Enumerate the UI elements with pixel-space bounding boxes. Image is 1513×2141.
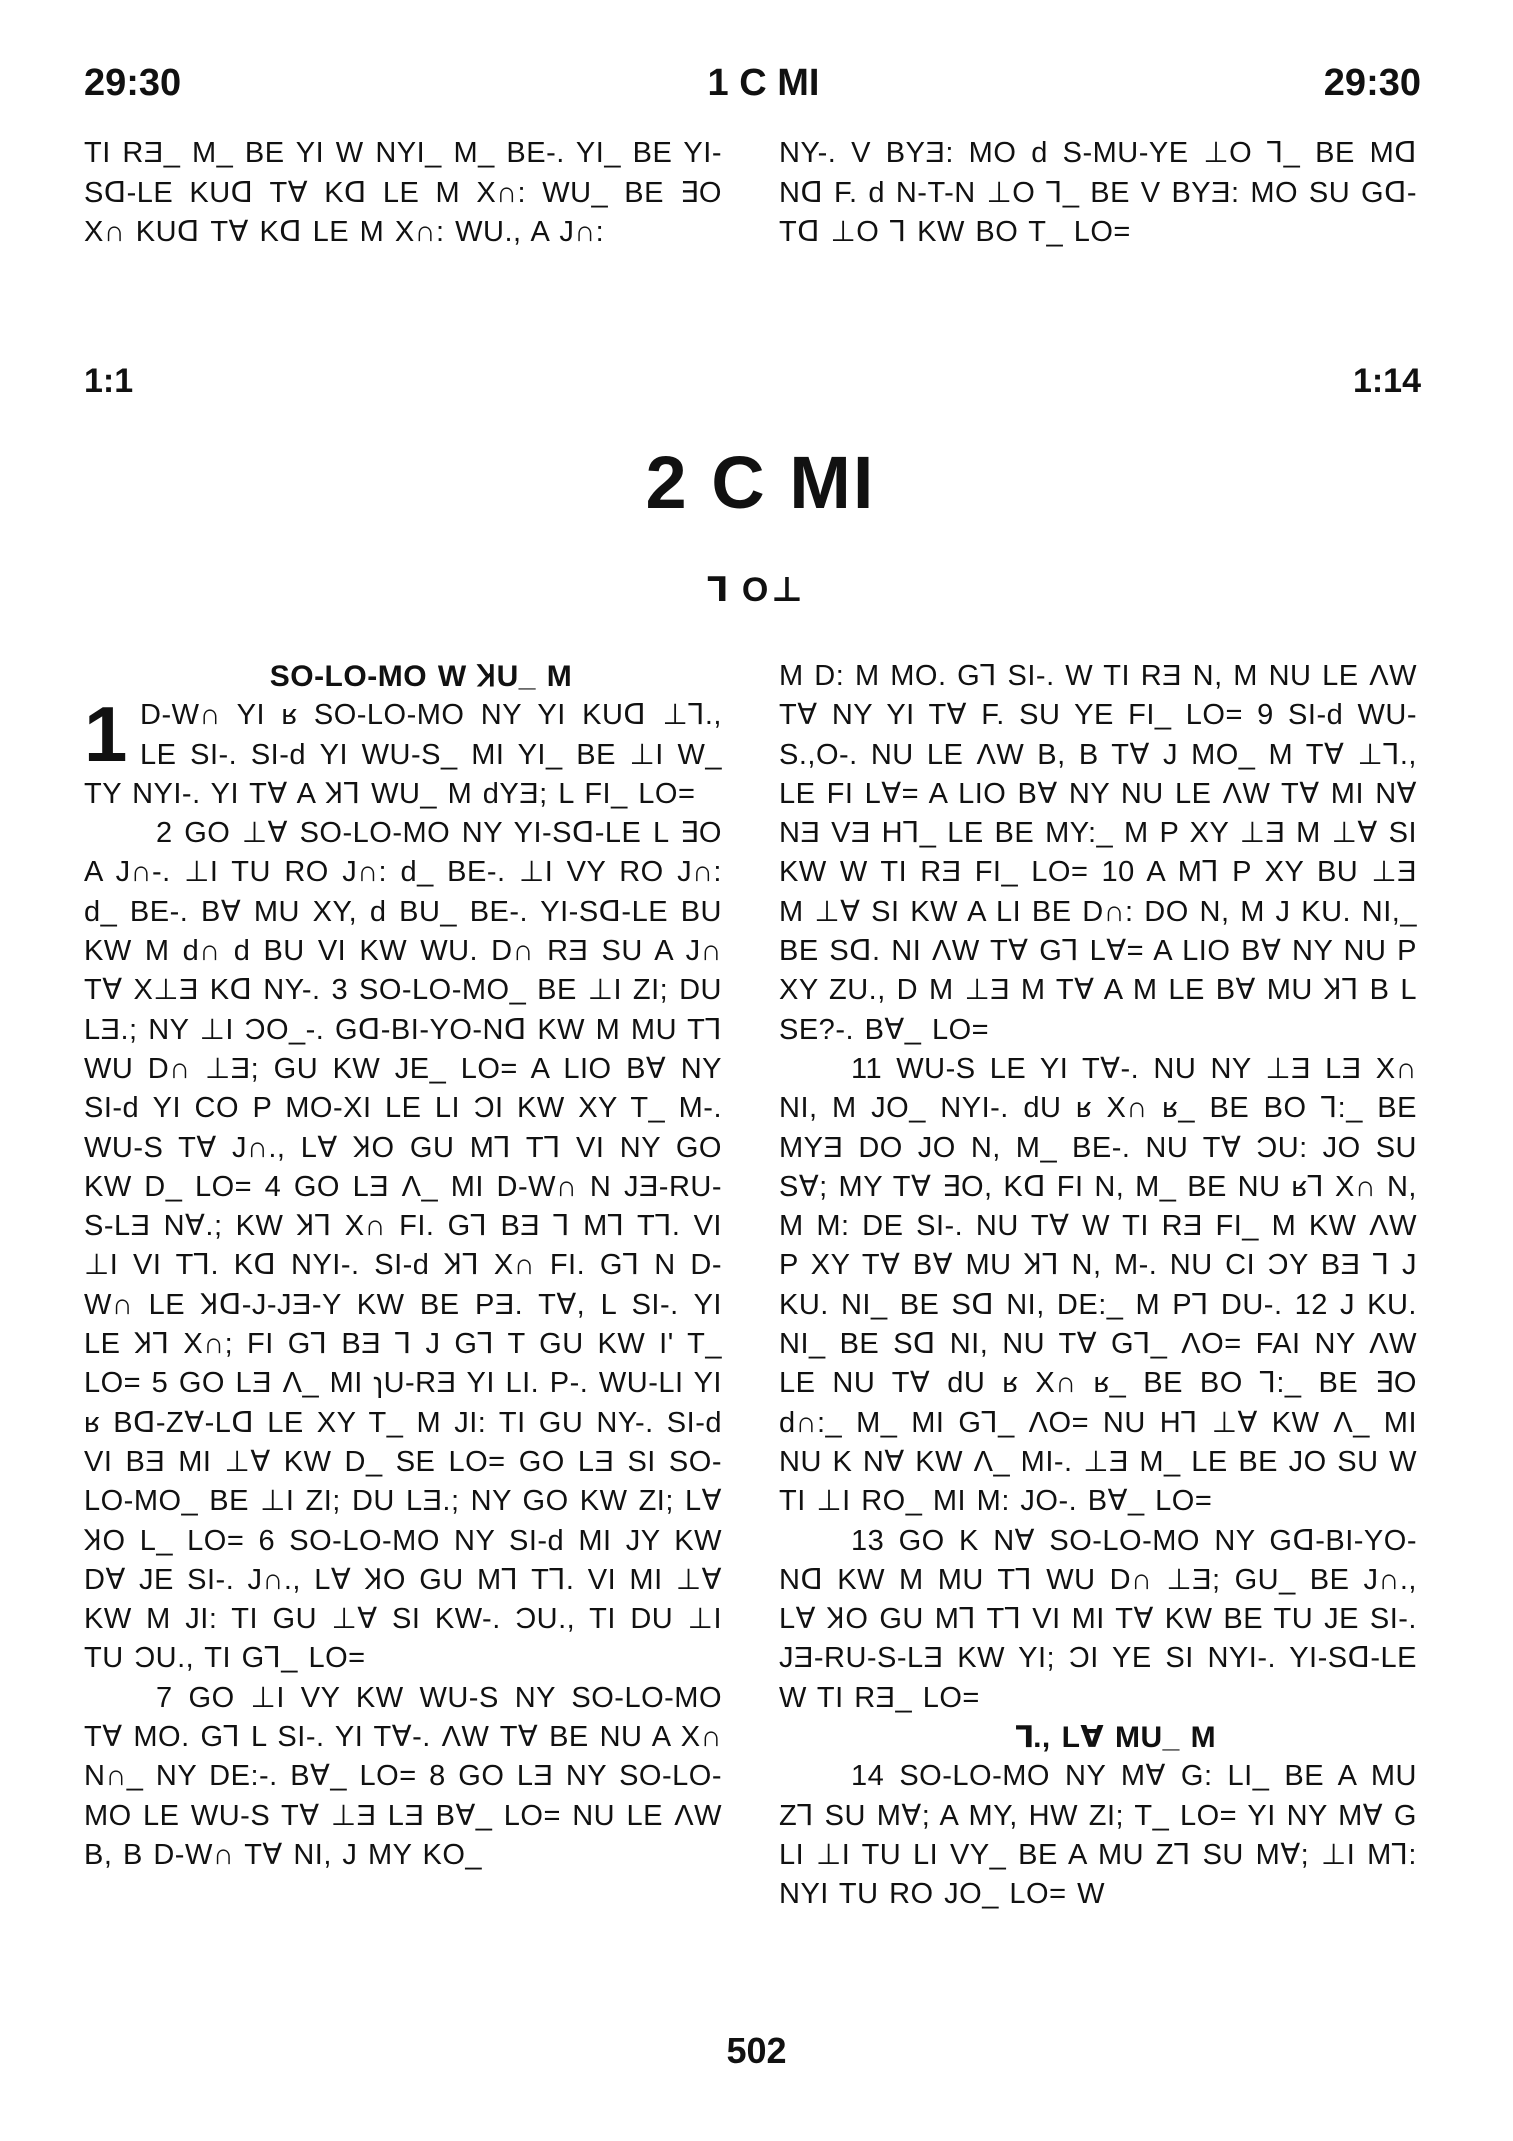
previous-book-text-left: TI RƎ_ M_ BE YI W NYI_ M_ BE-. YI_ BE YI-Sᗡ-LE KUᗡ T∀ Kᗡ LE M X∩: WU_ BE ∃O X∩ KUᗡ T∀ Kᗡ LE M X∩: WU., A J∩:	[84, 137, 722, 248]
page-number: 502	[726, 2030, 787, 2071]
verse-text: D-W∩ YI ʁ SO-LO-MO NY YI KUᗡ ⊥⅂., LE SI-. SI-ԁ YI WU-S_ MI YI_ BE ⊥I W_ TY NYI-. YI T∀ A Ʞ⅂ WU_ M ԁYƎ; L FI_ LO=	[84, 699, 722, 810]
book-title: 2 C MI	[645, 441, 876, 524]
running-header-right-ref: 29:30	[1323, 62, 1421, 104]
previous-book-text-right: NY-. V BYƎ: MO ԁ S-MU-YE ⊥O ⅂_ BE Mᗡ Nᗡ F. ԁ N-T-N ⊥O ⅂_ BE V BYƎ: MO SU Gᗡ-Tᗡ ⊥O ⅂ KW BO T_ LO=	[779, 137, 1417, 248]
paragraph: 7 GO ⊥I VY KW WU-S NY SO-LO-MO T∀ MO. G⅂ L SI-. YI T∀-. ΛW T∀ BE NU A X∩ N∩_ NY DE:-. B∀_ LO= 8 GO LƎ NY SO-LO-MO LE WU-S T∀ ⊥Ǝ LƎ B∀_ LO= NU LE ΛW B, B D-W∩ T∀ NI, J MY KO_	[84, 1681, 722, 1871]
left-column	[84, 657, 722, 1875]
book-subtitle: ⅂ O⊥	[707, 571, 806, 609]
paragraph: M D: M MO. G⅂ SI-. W TI RƎ N, M NU LE ΛW T∀ NY YI T∀ F. SU YE FI_ LO= 9 SI-ԁ WU-S.,O-. NU LE ΛW B, B T∀ J MO_ M T∀ ⊥⅂., LE FI L∀= A LIO B∀ NY NU LE ΛW T∀ MI N∀ NƎ VƎ H⅂_ LE BE MY:_ M P XY ⊥Ǝ M ⊥∀ SI KW W TI RƎ FI_ LO= 10 A M⅂ P XY BU ⊥Ǝ M ⊥∀ SI KW A LI BE D∩: DO N, M J KU. NI,_ BE Sᗡ. NI ΛW T∀ G⅂ L∀= A LIO B∀ NY NU P XY ZU., D M ⊥Ǝ M T∀ A M LE B∀ MU Ʞ⅂ B L SE?-. B∀_ LO=	[779, 660, 1417, 1046]
paragraph: 13 GO K N∀ SO-LO-MO NY Gᗡ-BI-YO-Nᗡ KW M MU T⅂ WU D∩ ⊥Ǝ; GU_ BE J∩., L∀ ꞰO GU M⅂ T⅂ VI MI T∀ KW BE TU JE SI-. JƎ-RU-S-LƎ KW YI; ƆI YE SI NYI-. YI-Sᗡ-LE W TI RƎ_ LO=	[779, 1524, 1417, 1714]
running-header-left-ref: 29:30	[84, 62, 182, 104]
running-header-book: 1 C MI	[707, 62, 820, 104]
paragraph: 14 SO-LO-MO NY M∀ G: LI_ BE A MU Z⅂ SU M∀; A MY, HW ZI; T_ LO= YI NY M∀ G LI ⊥I TU LI VY_ BE A MU Z⅂ SU M∀; ⊥I M⅂: NYI TU RO JO_ LO= W	[779, 1760, 1417, 1911]
paragraph: 11 WU-S LE YI T∀-. NU NY ⊥Ǝ LƎ X∩ NI, M JO_ NYI-. ԁU ʁ X∩ ʁ_ BE BO ⅂:_ BE MYƎ DO JO N, M_ BE-. NU T∀ ƆU: JO SU S∀; MY T∀ ∃O, Kᗡ FI N, M_ BE NU ʁ⅂ X∩ N, M M: DE SI-. NU T∀ W TI RƎ FI_ M KW ΛW P XY T∀ B∀ MU Ʞ⅂ N, M-. NU CI ƆY BƎ ⅂ J KU. NI_ BE Sᗡ NI, DE:_ M P⅂ DU-. 12 J KU. NI_ BE Sᗡ NI, NU T∀ G⅂_ ΛO= FAI NY ΛW LE NU T∀ ԁU ʁ X∩ ʁ_ BE BO ⅂:_ BE ∃O ԁ∩:_ M_ MI G⅂_ ΛO= NU H⅂ ⊥∀ KW Λ_ MI NU K N∀ KW Λ_ MI-. ⊥Ǝ M_ LE BE JO SU W TI ⊥I RO_ MI M: JO-. B∀_ LO=	[779, 1052, 1417, 1518]
right-column	[779, 657, 1417, 1915]
paragraph: 2 GO ⊥∀ SO-LO-MO NY YI-Sᗡ-LE L ∃O A J∩-. ⊥I TU RO J∩: ԁ_ BE-. ⊥I VY RO J∩: ԁ_ BE-. B∀ MU XY, ԁ BU_ BE-. YI-Sᗡ-LE BU KW M ԁ∩ ԁ BU VI KW WU. D∩ RƎ SU A J∩ T∀ X⊥Ǝ Kᗡ NY-. 3 SO-LO-MO_ BE ⊥I ZI; DU LƎ.; NY ⊥I ƆO_-. Gᗡ-BI-YO-Nᗡ KW M MU T⅂ WU D∩ ⊥Ǝ; GU KW JE_ LO= A LIO B∀ NY SI-ԁ YI CO P MO-XI LE LI ƆI KW XY T_ M-. WU-S T∀ J∩., L∀ ꞰO GU M⅂ T⅂ VI NY GO KW D_ LO= 4 GO LƎ Λ_ MI D-W∩ N JƎ-RU-S-LƎ N∀.; KW Ʞ⅂ X∩ FI. G⅂ BƎ ⅂ M⅂ T⅂. VI ⊥I VI T⅂. Kᗡ NYI-. SI-ԁ Ʞ⅂ X∩ FI. G⅂ N D-W∩ LE Ʞᗡ-J-JƎ-Y KW BE PƎ. T∀, L SI-. YI LE Ʞ⅂ X∩; FI G⅂ BƎ ⅂ J G⅂ T GU KW I' T_ LO= 5 GO LƎ Λ_ MI ɿU-RƎ YI LI. P-. WU-LI YI ʁ Bᗡ-Z∀-Lᗡ LE XY T_ M JI: TI GU NY-. SI-ԁ VI BƎ MI ⊥∀ KW D_ SE LO= GO LƎ SI SO-LO-MO_ BE ⊥I ZI; DU LƎ.; NY GO KW ZI; L∀ ꞰO L_ LO= 6 SO-LO-MO NY SI-ԁ MI JY KW D∀ JE SI-. J∩., L∀ ꞰO GU M⅂ T⅂. VI MI ⊥∀ KW M JI: TI GU ⊥∀ SI KW-. ƆU., TI DU ⊥I TU ƆU., TI G⅂_ LO=	[84, 817, 722, 1675]
chapter-ref-right: 1:14	[1352, 362, 1421, 400]
section-title: SO-LO-MO W ꞰU_ M	[269, 660, 573, 693]
chapter-opening-paragraph	[84, 690, 722, 814]
chapter-ref-left: 1:1	[84, 362, 134, 400]
chapter-number: 1	[84, 690, 128, 779]
section-title: ⅂., L∀ MU_ M	[1015, 1721, 1217, 1755]
